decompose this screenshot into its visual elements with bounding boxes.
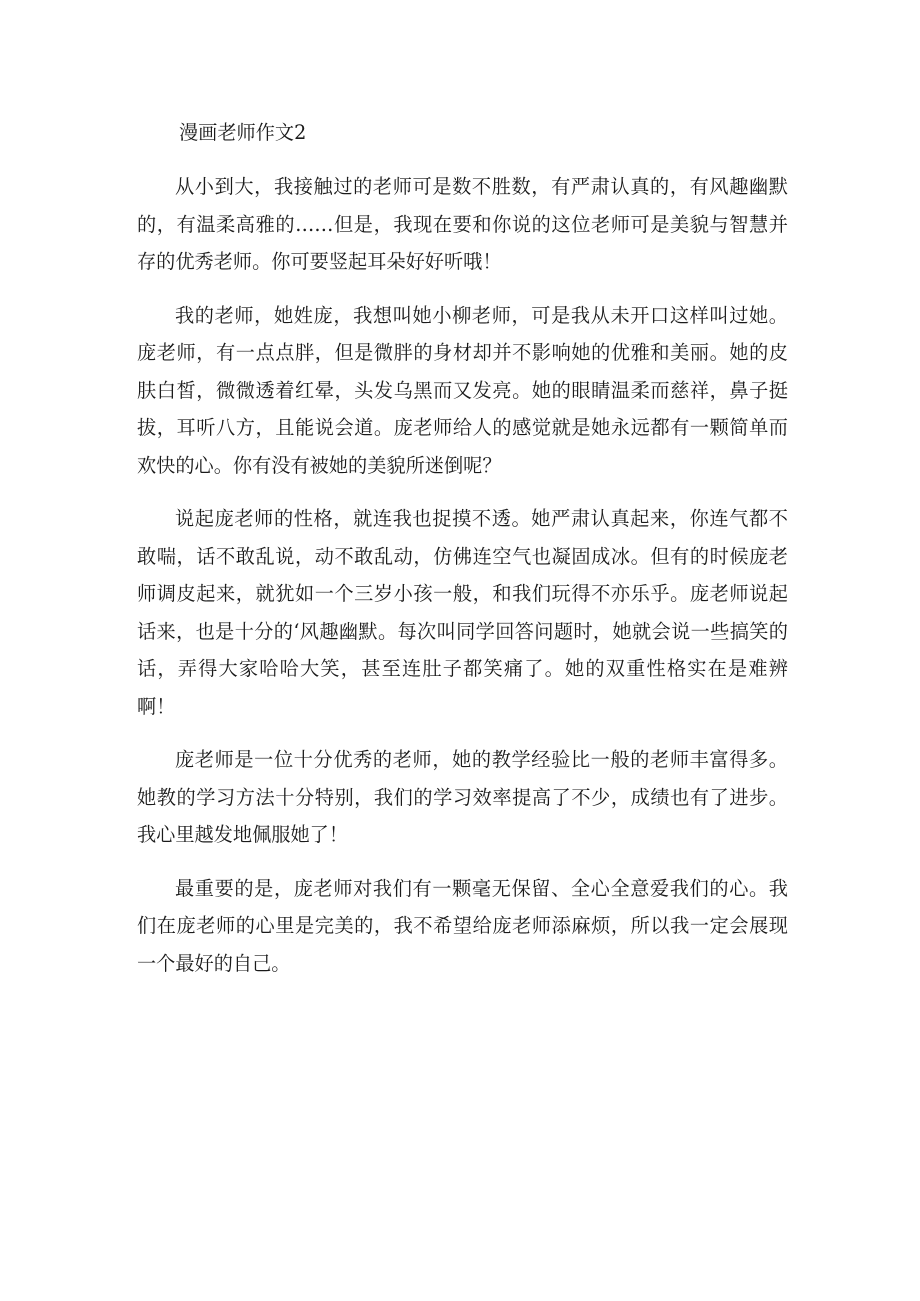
essay-paragraph-4: 庞老师是一位十分优秀的老师，她的教学经验比一般的老师丰富得多。她教的学习方法十分特别，我们的学习效率提高了不少，成绩也有了进步。我心里越发地佩服她了！ xyxy=(137,748,788,846)
essay-paragraph-5: 最重要的是，庞老师对我们有一颗毫无保留、全心全意爱我们的心。我们在庞老师的心里是完美的，我不希望给庞老师添麻烦，所以我一定会展现一个最好的自己。 xyxy=(137,876,788,975)
essay-paragraph-1: 从小到大，我接触过的老师可是数不胜数，有严肃认真的，有风趣幽默的，有温柔高雅的……但是，我现在要和你说的这位老师可是美貌与智慧并存的优秀老师。你可要竖起耳朵好好听哦！ xyxy=(137,175,788,273)
essay-paragraph-3: 说起庞老师的性格，就连我也捉摸不透。她严肃认真起来，你连气都不敢喘，话不敢乱说，动不敢乱动，仿佛连空气也凝固成冰。但有的时候庞老师调皮起来，就犹如一个三岁小孩一般，和我们玩得不亦乐乎。庞老师说起话来，也是十分的‘风趣幽默。每次叫同学回答问题时，她就会说一些搞笑的话，弄得大家哈哈大笑，甚至连肚子都笑痛了。她的双重性格实在是难辨啊！ xyxy=(137,507,788,718)
essay-body xyxy=(137,118,788,998)
essay-paragraph-2: 我的老师，她姓庞，我想叫她小柳老师，可是我从未开口这样叫过她。庞老师，有一点点胖，但是微胖的身材却并不影响她的优雅和美丽。她的皮肤白皙，微微透着红晕，头发乌黑而又发亮。她的眼睛温柔而慈祥，鼻子挺拔，耳听八方，且能说会道。庞老师给人的感觉就是她永远都有一颗简单而欢快的心。你有没有被她的美貌所迷倒呢？ xyxy=(137,303,788,477)
essay-title: 漫画老师作文2 xyxy=(179,121,307,144)
